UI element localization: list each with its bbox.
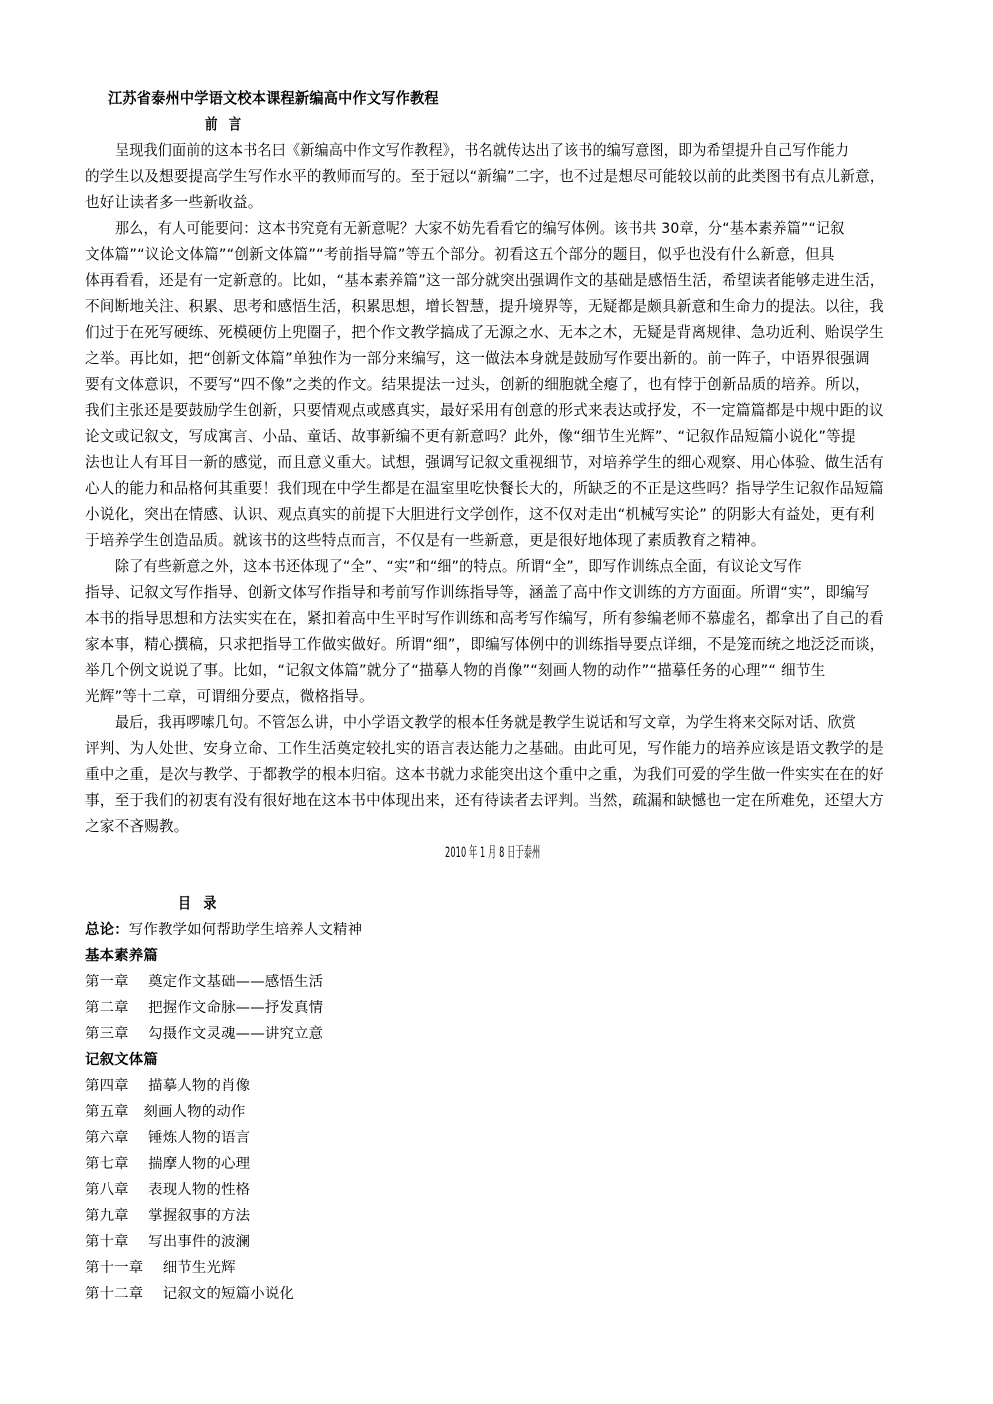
toc-chapter: 第四章 描摹人物的肖像 (85, 1078, 251, 1094)
toc-chapter: 第六章 锤炼人物的语言 (85, 1130, 251, 1146)
preface-line: 的学生以及想要提高学生写作水平的教师而写的。至于冠以“新编”二字，也不过是想尽可能较以前的此类图书有点儿新意， (85, 168, 885, 185)
preface-line: 评判、为人处世、安身立命、工作生活奠定较扎实的语言表达能力之基础。由此可见，写作能力的培养应该是语文教学的是 (85, 740, 884, 757)
preface-line: 小说化，突出在情感、认识、观点真实的前提下大胆进行文学创作，这不仅对走出“机械写实论” 的阴影大有益处，更有利 (85, 506, 875, 523)
toc-overview-label: 总论： (85, 922, 129, 938)
toc-chapter: 第十二章 记叙文的短篇小说化 (85, 1286, 295, 1302)
preface-line: 体再看看，还是有一定新意的。比如，“基本素养篇”这一部分就突出强调作文的基础是感悟生活，希望读者能够走进生活， (85, 272, 885, 289)
preface-heading: 前 言 (205, 116, 245, 133)
preface-line: 心人的能力和品格何其重要！我们现在中学生都是在温室里吃快餐长大的，所缺乏的不正是这些吗？指导学生记叙作品短篇 (85, 480, 884, 497)
preface-date: 2010 年 1 月 8 日于泰州 (445, 844, 541, 861)
preface-line: 论文或记叙文，写成寓言、小品、童话、故事新编不更有新意吗？此外，像“细节生光辉”、“记叙作品短篇小说化”等提 (85, 428, 856, 445)
preface-line: 之家不吝赐教。 (85, 818, 189, 835)
preface-line: 家本事，精心撰稿，只求把指导工作做实做好。所谓“细”，即编写体例中的训练指导要点详细，不是笼而统之地泛泛而谈， (85, 636, 885, 653)
preface-line: 举几个例文说说了事。比如，“记叙文体篇”就分了“描摹人物的肖像”“刻画人物的动作”“描摹任务的心理”“ 细节生 (85, 662, 826, 679)
preface-line: 我们主张还是要鼓励学生创新，只要情观点或感真实，最好采用有创意的形式来表达或抒发，不一定篇篇都是中规中距的议 (85, 402, 884, 419)
document-title: 江苏省泰州中学语文校本课程新编高中作文写作教程 (108, 90, 439, 107)
preface-line: 光辉”等十二章，可谓细分要点，微格指导。 (85, 688, 374, 705)
preface-line: 不间断地关注、积累、思考和感悟生活，积累思想，增长智慧，提升境界等，无疑都是颇具新意和生命力的提法。以往，我 (85, 298, 884, 315)
toc-chapter: 第八章 表现人物的性格 (85, 1182, 251, 1198)
preface-line: 那么，有人可能要问：这本书究竟有无新意呢？大家不妨先看看它的编写体例。该书共 30章，分“基本素养篇”“记叙 (115, 220, 845, 237)
toc-chapter: 第五章 刻画人物的动作 (85, 1104, 246, 1120)
toc-chapter: 第十一章 细节生光辉 (85, 1260, 236, 1276)
toc-heading: 目录 (178, 895, 229, 912)
toc-chapter: 第七章 揣摩人物的心理 (85, 1156, 251, 1172)
preface-line: 重中之重，是次与教学、于都教学的根本归宿。这本书就力求能突出这个重中之重，为我们可爱的学生做一件实实在在的好 (85, 766, 884, 783)
preface-line: 最后，我再啰嗦几句。不管怎么讲，中小学语文教学的根本任务就是教学生说话和写文章，为学生将来交际对话、欣赏 (115, 714, 857, 731)
toc-chapter: 第十章 写出事件的波澜 (85, 1234, 251, 1250)
preface-line: 呈现我们面前的这本书名曰《新编高中作文写作教程》，书名就传达出了该书的编写意图，即为希望提升自己写作能力 (115, 142, 850, 159)
toc-overview (85, 920, 905, 940)
toc-chapter: 第九章 掌握叙事的方法 (85, 1208, 251, 1224)
preface-line: 之举。再比如，把“创新文体篇”单独作为一部分来编写，这一做法本身就是鼓励写作要出新的。前一阵子，中语界很强调 (85, 350, 870, 367)
preface-line: 本书的指导思想和方法实实在在，紧扣着高中生平时写作训练和高考写作编写，所有参编老师不慕虚名，都拿出了自己的看 (85, 610, 884, 627)
toc-chapter: 第二章 把握作文命脉——抒发真情 (85, 1000, 324, 1016)
preface-line: 文体篇”“议论文体篇”“创新文体篇”“考前指导篇”等五个部分。初看这五个部分的题目，似乎也没有什么新意，但具 (85, 246, 835, 263)
preface-line: 法也让人有耳目一新的感觉，而且意义重大。试想，强调写记叙文重视细节，对培养学生的细心观察、用心体验、做生活有 (85, 454, 884, 471)
preface-line: 要有文体意识，不要写“四不像”之类的作文。结果提法一过头，创新的细胞就全瘪了，也有悖于创新品质的培养。所以， (85, 376, 870, 393)
toc-chapter: 第一章 奠定作文基础——感悟生活 (85, 974, 324, 990)
toc-section-basic: 基本素养篇 (85, 948, 158, 964)
preface-line: 们过于在死写硬练、死模硬仿上兜圈子，把个作文教学搞成了无源之水、无本之木，无疑是背离规律、急功近利、贻误学生 (85, 324, 884, 341)
preface-line: 除了有些新意之外，这本书还体现了“全”、“实”和“细”的特点。所谓“全”，即写作训练点全面，有议论文写作 (115, 558, 802, 575)
preface-line: 也好让读者多一些新收益。 (85, 194, 263, 211)
preface-line: 事，至于我们的初衷有没有很好地在这本书中体现出来，还有待读者去评判。当然，疏漏和缺憾也一定在所难免，还望大方 (85, 792, 884, 809)
toc-section-narrative: 记叙文体篇 (85, 1052, 158, 1068)
toc-overview-text: 写作教学如何帮助学生培养人文精神 (128, 922, 363, 938)
toc-chapter: 第三章 勾摄作文灵魂——讲究立意 (85, 1026, 324, 1042)
preface-line: 于培养学生创造品质。就该书的这些特点而言，不仅是有一些新意，更是很好地体现了素质教育之精神。 (85, 532, 766, 549)
preface-line: 指导、记叙文写作指导、创新文体写作指导和考前写作训练指导等，涵盖了高中作文训练的方方面面。所谓“实”，即编写 (85, 584, 870, 601)
